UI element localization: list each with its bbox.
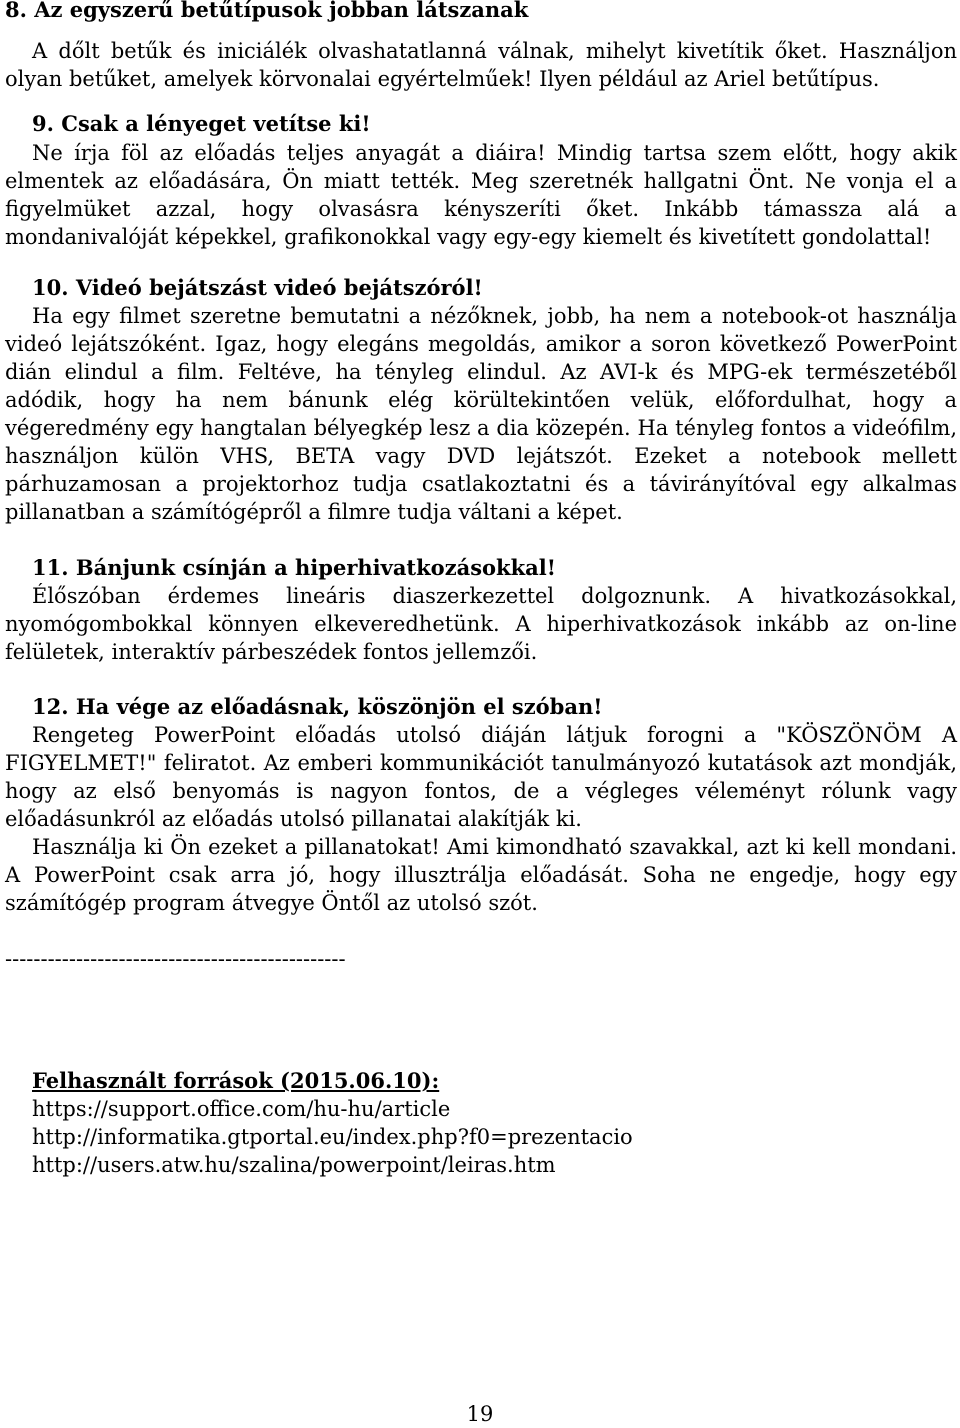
- page-number: 19: [466, 1402, 494, 1426]
- divider-line: ------------------------------------------------: [5, 947, 346, 971]
- section-10-body: Ha egy filmet szeretne bemutatni a nézőknek, jobb, ha nem a notebook-ot használja videó lejátszóként. Igaz, hogy elegáns megoldás, amikor a soron következő PowerPoint dián elindul a film. Feltéve, ha tényleg elindul. Az AVI-k és MPG-ek természetéből adódik, hogy ha nem bánunk elég körültekintően velük, előfordulhat, hogy a végeredmény egy hangtalan bélyegkép lesz a dia közepén. Ha tényleg fontos a videófilm, használjon külön VHS, BETA vagy DVD lejátszót. Ezeket a notebook mellett párhuzamosan a projektorhoz tudja csatlakoztatni és a távirányítóval egy alkalmas pillanatban a számítógépről a filmre tudja váltani a képet.: [5, 304, 957, 524]
- source-link-3[interactable]: http://users.atw.hu/szalina/powerpoint/leiras.htm: [32, 1153, 556, 1177]
- section-9-body: Ne írja föl az előadás teljes anyagát a diáira! Mindig tartsa szem előtt, hogy akik elmentek az előadására, Ön miatt tették. Meg szeretnék hallgatni Önt. Ne vonja el a figyelmüket azzal, hogy olvasásra kényszeríti őket. Inkább támassza alá a mondanivalóját képekkel, grafikonokkal vagy egy-egy kiemelt és kivetített gondolattal!: [5, 141, 957, 249]
- section-11-heading: 11. Bánjunk csínján a hiperhivatkozásokkal!: [32, 555, 556, 580]
- source-link-1[interactable]: https://support.office.com/hu-hu/article: [32, 1097, 451, 1121]
- section-12-body-1: Rengeteg PowerPoint előadás utolsó diáján látjuk forogni a "KÖSZÖNÖM A FIGYELMET!" feliratot. Az emberi kommunikációt tanulmányozó kutatások azt mondják, hogy az első benyomás is nagyon fontos, de a végleges véleményt rólunk vagy előadásunkról az előadás utolsó pillanatai alakítják ki.: [5, 723, 957, 831]
- section-8-heading: 8. Az egyszerű betűtípusok jobban látszanak: [5, 0, 529, 22]
- source-link-2[interactable]: http://informatika.gtportal.eu/index.php?f0=prezentacio: [32, 1125, 633, 1149]
- section-9-heading: 9. Csak a lényeget vetítse ki!: [32, 111, 371, 136]
- section-12-heading: 12. Ha vége az előadásnak, köszönjön el szóban!: [32, 694, 603, 719]
- document-page: [5, 0, 957, 1179]
- sources-title: Felhasznált források (2015.06.10):: [32, 1068, 440, 1093]
- section-12-body-2: Használja ki Ön ezeket a pillanatokat! Ami kimondható szavakkal, azt ki kell mondani. A PowerPoint csak arra jó, hogy illusztrálja előadását. Soha ne engedje, hogy egy számítógép program átvegye Öntől az utolsó szót.: [5, 835, 957, 915]
- section-8-body: A dőlt betűk és iniciálék olvashatatlanná válnak, mihelyt kivetítik őket. Használjon olyan betűket, amelyek körvonalai egyértelműek! Ilyen például az Ariel betűtípus.: [5, 39, 957, 91]
- section-10-heading: 10. Videó bejátszást videó bejátszóról!: [32, 275, 483, 300]
- section-11-body: Élőszóban érdemes lineáris diaszerkezettel dolgoznunk. A hivatkozásokkal, nyomógombokkal könnyen elkeveredhetünk. A hiperhivatkozások inkább az on-line felületek, interaktív párbeszédek fontos jellemzői.: [5, 584, 957, 664]
